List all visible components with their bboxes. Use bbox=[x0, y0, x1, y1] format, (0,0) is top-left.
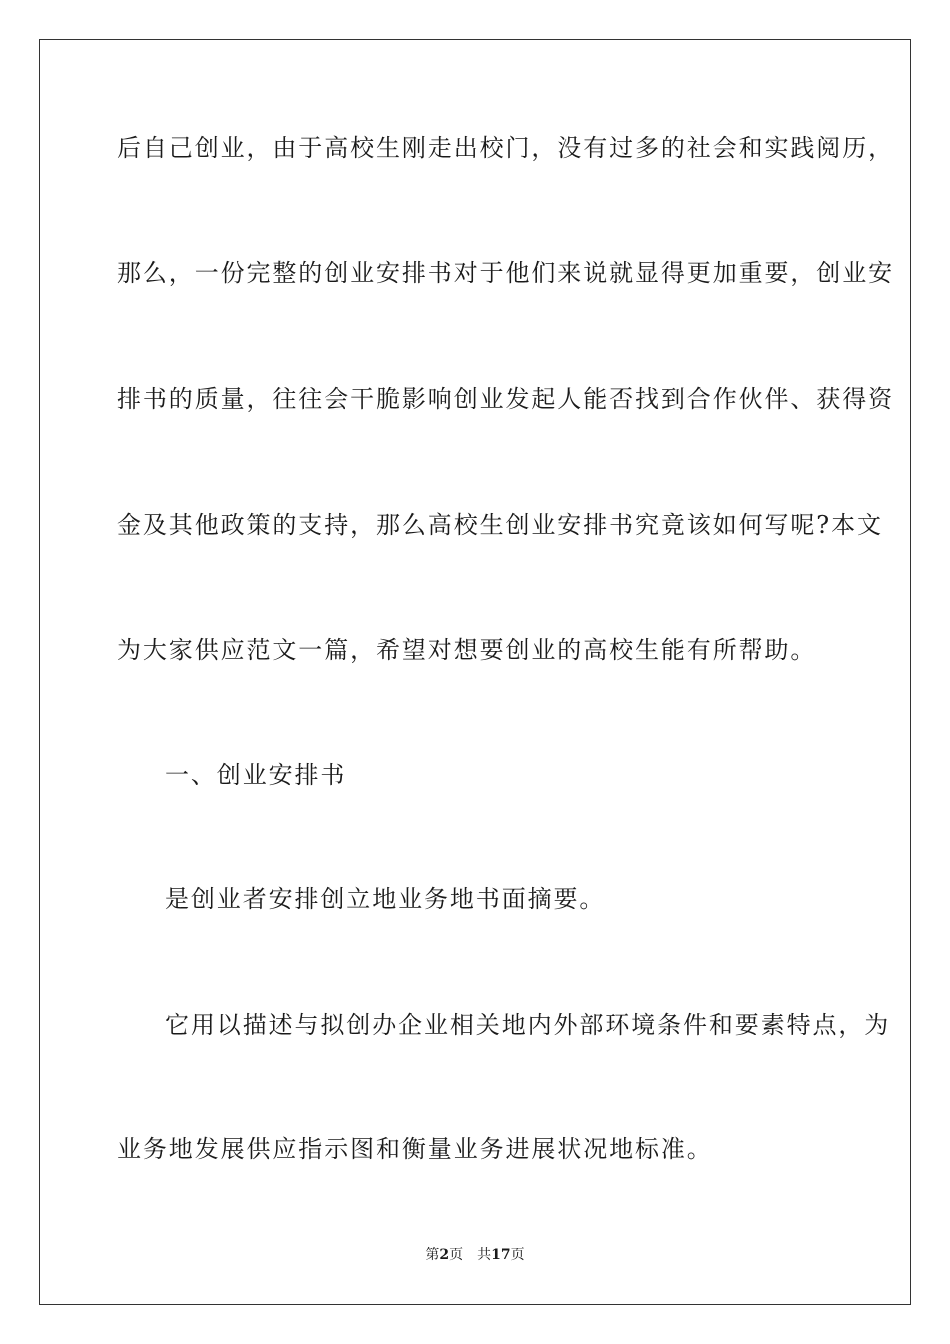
body-line-8: 它用以描述与拟创办企业相关地内外部环境条件和要素特点，为 bbox=[165, 1011, 891, 1039]
section-heading: 一、创业安排书 bbox=[165, 761, 347, 789]
body-line-7: 是创业者安排创立地业务地书面摘要。 bbox=[165, 885, 606, 913]
page-number: 2 bbox=[439, 1247, 450, 1263]
total-suffix: 页 bbox=[510, 1247, 525, 1263]
body-line-3: 排书的质量，往往会干脆影响创业发起人能否找到合作伙伴、获得资 bbox=[117, 385, 894, 413]
total-prefix: 共 bbox=[477, 1247, 492, 1263]
body-line-5: 为大家供应范文一篇，希望对想要创业的高校生能有所帮助。 bbox=[117, 636, 817, 664]
page-suffix: 页 bbox=[449, 1247, 464, 1263]
page-prefix: 第 bbox=[425, 1247, 440, 1263]
total-pages: 17 bbox=[491, 1247, 511, 1263]
body-line-4: 金及其他政策的支持，那么高校生创业安排书究竟该如何写呢?本文 bbox=[117, 511, 883, 539]
body-line-2: 那么，一份完整的创业安排书对于他们来说就显得更加重要，创业安 bbox=[117, 259, 894, 287]
body-line-1: 后自己创业，由于高校生刚走出校门，没有过多的社会和实践阅历， bbox=[117, 134, 894, 162]
page-border bbox=[39, 39, 911, 1305]
body-line-9: 业务地发展供应指示图和衡量业务进展状况地标准。 bbox=[117, 1135, 713, 1163]
page-footer bbox=[0, 1246, 950, 1264]
